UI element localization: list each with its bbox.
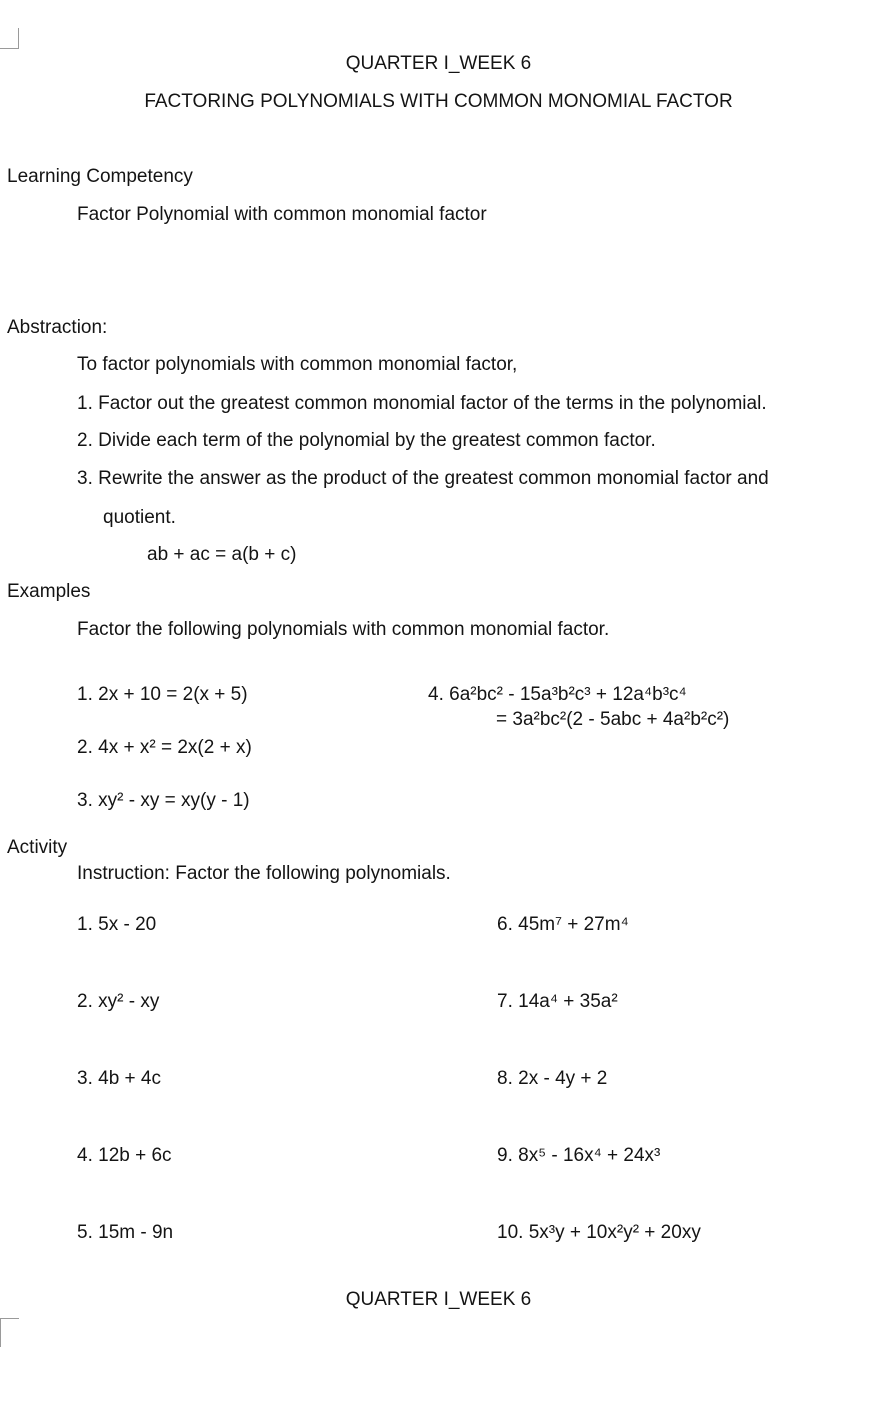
activity-item-5: 5. 15m - 9n — [77, 1222, 174, 1243]
abstraction-step-3-continuation: quotient. — [103, 507, 176, 528]
activity-item-7: 7. 14a⁴ + 35a² — [497, 991, 618, 1012]
activity-instruction: Instruction: Factor the following polynomials. — [77, 863, 451, 884]
activity-item-4: 4. 12b + 6c — [77, 1145, 172, 1166]
learning-competency-heading: Learning Competency — [7, 166, 193, 187]
activity-item-10: 10. 5x³y + 10x²y² + 20xy — [497, 1222, 701, 1243]
page-corner-mark-top — [0, 28, 19, 49]
example-item-3: 3. xy² - xy = xy(y - 1) — [77, 790, 250, 811]
examples-instruction: Factor the following polynomials with common monomial factor. — [77, 619, 610, 640]
activity-item-2: 2. xy² - xy — [77, 991, 160, 1012]
example-item-1: 1. 2x + 10 = 2(x + 5) — [77, 684, 248, 705]
example-item-4: 4. 6a²bc² - 15a³b²c³ + 12a⁴b³c⁴ — [428, 684, 687, 705]
example-item-2: 2. 4x + x² = 2x(2 + x) — [77, 737, 252, 758]
header-quarter: QUARTER I_WEEK 6 — [345, 53, 532, 74]
abstraction-intro: To factor polynomials with common monomial factor, — [77, 354, 518, 375]
activity-item-6: 6. 45m⁷ + 27m⁴ — [497, 914, 629, 935]
abstraction-step-1: 1. Factor out the greatest common monomial factor of the terms in the polynomial. — [77, 393, 767, 414]
activity-item-8: 8. 2x - 4y + 2 — [497, 1068, 608, 1089]
footer-quarter: QUARTER I_WEEK 6 — [345, 1289, 532, 1310]
activity-item-9: 9. 8x⁵ - 16x⁴ + 24x³ — [497, 1145, 661, 1166]
activity-heading: Activity — [7, 837, 68, 858]
page-corner-mark-bottom — [0, 1318, 19, 1347]
examples-heading: Examples — [7, 581, 91, 602]
abstraction-formula: ab + ac = a(b + c) — [147, 544, 297, 565]
learning-competency-text: Factor Polynomial with common monomial factor — [77, 204, 487, 225]
page-title: FACTORING POLYNOMIALS WITH COMMON MONOMIAL FACTOR — [144, 91, 733, 112]
abstraction-heading: Abstraction: — [7, 317, 108, 338]
example-item-4-answer: = 3a²bc²(2 - 5abc + 4a²b²c²) — [496, 709, 730, 730]
abstraction-step-2: 2. Divide each term of the polynomial by the greatest common factor. — [77, 430, 656, 451]
activity-item-1: 1. 5x - 20 — [77, 914, 157, 935]
activity-item-3: 3. 4b + 4c — [77, 1068, 161, 1089]
abstraction-step-3: 3. Rewrite the answer as the product of the greatest common monomial factor and — [77, 468, 769, 489]
